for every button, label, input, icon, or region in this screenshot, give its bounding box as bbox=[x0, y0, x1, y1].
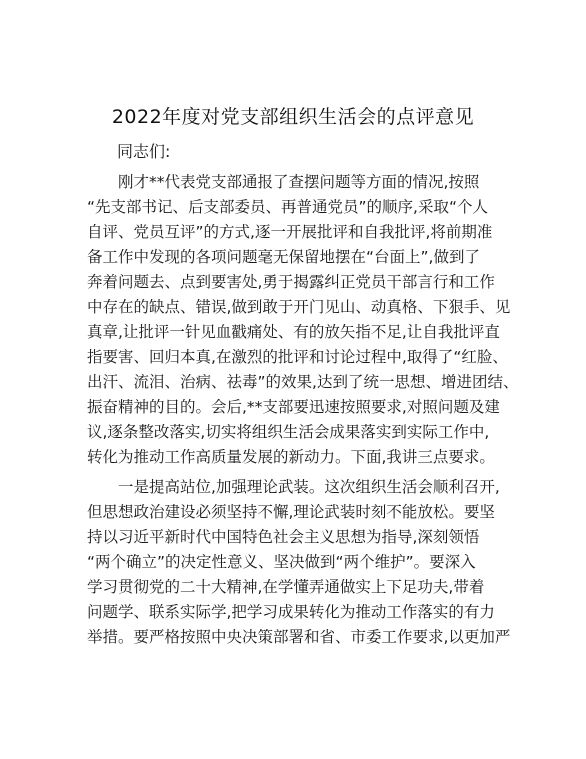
paragraph-line: 但思想政治建设必须坚持不懈,理论武装时刻不能放松。要坚 bbox=[87, 503, 495, 521]
paragraph-line: “先支部书记、后支部委员、再普通党员”的顺序,采取“个人 bbox=[87, 198, 489, 216]
paragraph-line: 出汗、流泪、治病、祛毒”的效果,达到了统一思想、增进团结、 bbox=[87, 373, 519, 391]
paragraph-line: “两个确立”的决定性意义、坚决做到“两个维护”。要深入 bbox=[87, 553, 476, 571]
paragraph-line: 转化为推动工作高质量发展的新动力。下面,我讲三点要求。 bbox=[87, 448, 495, 466]
paragraph-line: 指要害、回归本真,在激烈的批评和讨论过程中,取得了“红脸、 bbox=[87, 348, 508, 366]
document-title: 2022年度对党支部组织生活会的点评意见 bbox=[111, 106, 475, 128]
paragraph-line: 真章,让批评一针见血戳痛处、有的放矢指不足,让自我批评直 bbox=[87, 323, 500, 341]
paragraph-line: 议,逐条整改落实,切实将组织生活会成果落实到实际工作中, bbox=[87, 423, 490, 441]
document-body bbox=[87, 170, 517, 650]
paragraph-line: 学习贯彻党的二十大精神,在学懂弄通做实上下足功夫,带着 bbox=[87, 578, 485, 596]
paragraph-line: 举措。要严格按照中央决策部署和省、市委工作要求,以更加严 bbox=[87, 628, 511, 646]
paragraph-line: 中存在的缺点、错误,做到敢于开门见山、动真格、下狠手、见 bbox=[87, 298, 511, 316]
paragraph-line: 自评、党员互评”的方式,逐一开展批评和自我批评,将前期准 bbox=[87, 223, 493, 241]
paragraph-line: 奔着问题去、点到要害处,勇于揭露纠正党员干部言行和工作 bbox=[87, 273, 495, 291]
paragraph-line: 备工作中发现的各项问题毫无保留地摆在“台面上”,做到了 bbox=[87, 248, 480, 266]
paragraph-line: 持以习近平新时代中国特色社会主义思想为指导,深刻领悟 bbox=[87, 528, 480, 546]
paragraph-line: 振奋精神的目的。会后,**支部要迅速按照要求,对照问题及建 bbox=[87, 398, 500, 416]
salutation: 同志们: bbox=[117, 142, 171, 161]
paragraph-line: 一是提高站位,加强理论武装。这次组织生活会顺利召开, bbox=[118, 478, 500, 496]
paragraph-line: 刚才**代表党支部通报了查摆问题等方面的情况,按照 bbox=[118, 173, 480, 191]
paragraph-line: 问题学、联系实际学,把学习成果转化为推动工作落实的有力 bbox=[87, 603, 495, 621]
